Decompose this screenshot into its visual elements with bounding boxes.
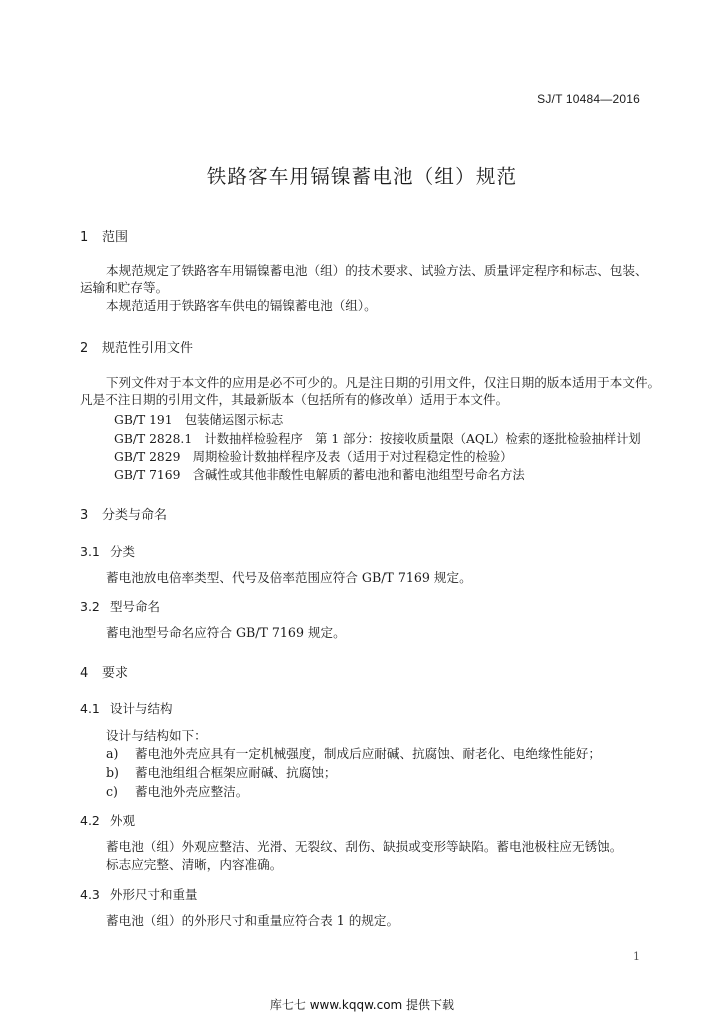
paragraph-continuation: 运输和贮存等。 [80, 280, 169, 295]
list-text: 蓄电池组组合框架应耐碱、抗腐蚀； [135, 765, 337, 780]
list-text: 蓄电池外壳应整洁。 [135, 784, 249, 799]
standard-number: SJ/T 10484—2016 [537, 92, 640, 106]
list-text: 蓄电池外壳应具有一定机械强度，制成后应耐碱、抗腐蚀、耐老化、电绝缘性能好； [135, 746, 601, 761]
section-title: 规范性引用文件 [102, 341, 194, 356]
subsection-4-1-heading [80, 699, 173, 717]
paragraph: 蓄电池（组）外观应整洁、光滑、无裂纹、刮伤、缺损或变形等缺陷。蓄电池极柱应无锈蚀。 [106, 839, 623, 854]
subsection-4-3-heading [80, 885, 198, 903]
list-marker: c) [106, 784, 118, 799]
subsection-4-2-heading [80, 811, 135, 829]
reference-item: GB/T 2829 周期检验计数抽样程序及表（适用于对过程稳定性的检验） [114, 450, 513, 464]
subsection-3-1-heading [80, 542, 135, 560]
reference-item: GB/T 7169 含碱性或其他非酸性电解质的蓄电池和蓄电池组型号命名方法 [114, 468, 525, 482]
section-title: 分类与命名 [102, 508, 168, 523]
paragraph: 蓄电池放电倍率类型、代号及倍率范围应符合 GB/T 7169 规定。 [106, 570, 472, 585]
section-2-heading [80, 337, 193, 356]
subsection-3-2-heading [80, 597, 160, 615]
download-footer[interactable]: 库七七 www.kqqw.com 提供下载 [269, 998, 455, 1012]
section-number: 4 [80, 666, 89, 681]
subsection-title: 分类 [110, 544, 136, 559]
reference-item: GB/T 191 包装储运图示标志 [114, 413, 284, 427]
list-marker: b) [106, 765, 119, 780]
paragraph: 本规范适用于铁路客车供电的镉镍蓄电池（组）。 [106, 298, 377, 313]
subsection-number: 4.3 [80, 887, 100, 902]
reference-item: GB/T 2828.1 计数抽样检验程序 第 1 部分：按接收质量限（AQL）检索的逐批检验抽样计划 [114, 432, 641, 446]
list-item [106, 764, 337, 781]
list-item [106, 783, 248, 800]
subsection-title: 外形尺寸和重量 [110, 887, 198, 902]
document-title: 铁路客车用镉镍蓄电池（组）规范 [206, 165, 518, 188]
section-title: 要求 [102, 666, 129, 681]
list-item [106, 745, 601, 762]
section-number: 2 [80, 341, 89, 356]
section-title: 范围 [102, 230, 129, 245]
list-marker: a) [106, 746, 119, 761]
section-number: 1 [80, 230, 89, 245]
subsection-title: 型号命名 [110, 599, 161, 614]
section-3-heading [80, 504, 167, 523]
subsection-number: 4.1 [80, 701, 100, 716]
paragraph: 本规范规定了铁路客车用镉镍蓄电池（组）的技术要求、试验方法、质量评定程序和标志、包装、 [106, 263, 648, 278]
section-number: 3 [80, 508, 89, 523]
paragraph: 蓄电池型号命名应符合 GB/T 7169 规定。 [106, 625, 346, 640]
subsection-number: 3.2 [80, 599, 100, 614]
section-4-heading [80, 662, 128, 681]
section-1-heading [80, 226, 128, 245]
page-number: 1 [633, 950, 640, 963]
paragraph: 下列文件对于本文件的应用是必不可少的。凡是注日期的引用文件，仅注日期的版本适用于本文件。 [106, 375, 661, 390]
paragraph: 设计与结构如下： [106, 728, 207, 743]
subsection-title: 外观 [110, 813, 136, 828]
paragraph-continuation: 凡是不注日期的引用文件，其最新版本（包括所有的修改单）适用于本文件。 [80, 392, 509, 407]
subsection-number: 3.1 [80, 544, 100, 559]
paragraph: 标志应完整、清晰，内容准确。 [106, 857, 283, 872]
paragraph: 蓄电池（组）的外形尺寸和重量应符合表 1 的规定。 [106, 913, 400, 928]
subsection-number: 4.2 [80, 813, 100, 828]
subsection-title: 设计与结构 [110, 701, 173, 716]
